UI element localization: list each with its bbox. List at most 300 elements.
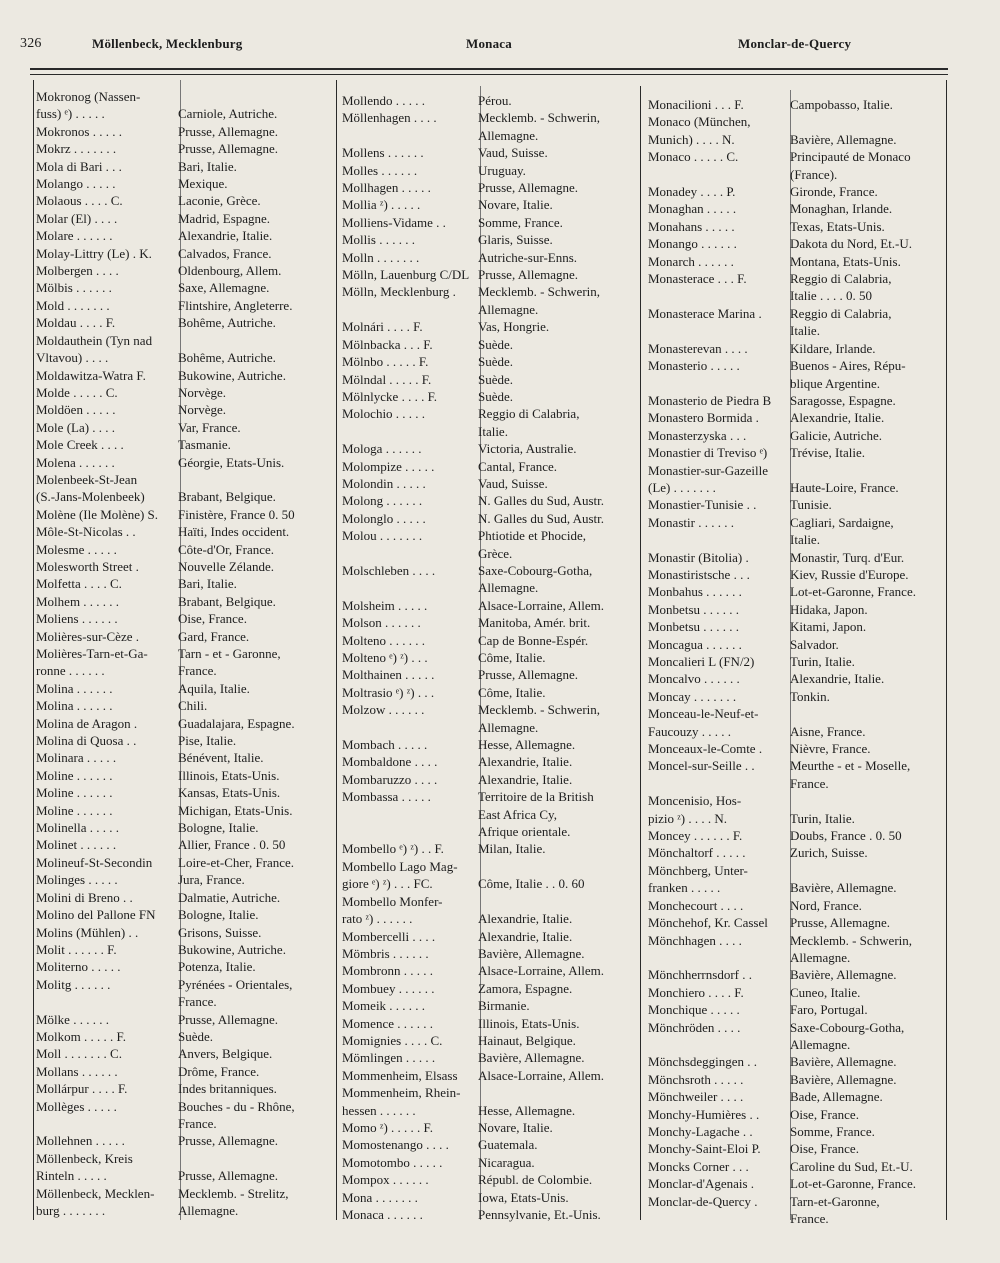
list-item bbox=[648, 1123, 938, 1140]
place-name: Monasterzyska . . . bbox=[648, 427, 747, 443]
place-name: Mole Creek . . . . bbox=[36, 437, 124, 453]
place-name: Molineuf-St-Secondin bbox=[36, 854, 153, 870]
place-name: Molsheim . . . . . bbox=[342, 597, 428, 613]
place-location: Glaris, Suisse. bbox=[478, 232, 553, 248]
place-name: Monastier-Tunisie . . bbox=[648, 497, 757, 513]
place-location: Côme, Italie. bbox=[478, 650, 546, 665]
place-location: Monastir, Turq. d'Eur. bbox=[790, 549, 905, 565]
place-name: Mollendo . . . . . bbox=[342, 93, 426, 108]
list-item bbox=[342, 214, 632, 231]
place-name: rato ᶻ) . . . . . . bbox=[342, 911, 413, 927]
place-name: Monaco (München, bbox=[648, 114, 751, 130]
list-item bbox=[648, 549, 938, 566]
place-name: Mölke . . . . . . bbox=[36, 1011, 109, 1027]
place-name: Mollens . . . . . . bbox=[342, 145, 424, 161]
running-head-center: Monaca bbox=[466, 36, 512, 51]
list-item bbox=[342, 162, 632, 179]
place-location: Gironde, France. bbox=[790, 184, 878, 200]
place-location: Hesse, Allemagne. bbox=[478, 1102, 576, 1118]
list-item bbox=[648, 392, 938, 409]
list-item bbox=[36, 367, 328, 384]
place-location bbox=[178, 88, 328, 105]
place-name: Molesworth Street . bbox=[36, 558, 139, 574]
place-name bbox=[342, 806, 478, 823]
place-name bbox=[36, 993, 178, 1010]
place-location: Carniole, Autriche. bbox=[178, 106, 278, 122]
place-location: Buenos - Aires, Répu- bbox=[790, 358, 906, 374]
place-name: Monastero Bormida . bbox=[648, 410, 759, 426]
place-location: Italie. bbox=[478, 423, 508, 439]
place-location: Suède. bbox=[178, 1028, 214, 1044]
place-location: Aquila, Italie. bbox=[178, 680, 250, 696]
list-item bbox=[342, 562, 632, 579]
place-location: Géorgie, Etats-Unis. bbox=[178, 454, 285, 470]
place-location: blique Argentine. bbox=[790, 375, 881, 391]
place-location: Victoria, Australie. bbox=[478, 441, 577, 457]
place-location: N. Galles du Sud, Austr. bbox=[478, 510, 605, 526]
place-name: Mommenheim, Elsass bbox=[342, 1067, 458, 1083]
list-item bbox=[36, 802, 328, 819]
list-item bbox=[648, 966, 938, 983]
place-name: Mönchehof, Kr. Cassel bbox=[648, 915, 768, 931]
list-item bbox=[648, 1088, 938, 1105]
place-location: Norvège. bbox=[178, 384, 227, 400]
place-name: Mommenheim, Rhein- bbox=[342, 1085, 461, 1101]
place-name bbox=[342, 579, 478, 596]
place-location: Alsace-Lorraine, Allem. bbox=[478, 1067, 604, 1083]
place-name: Molou . . . . . . . bbox=[342, 528, 423, 544]
place-name: Möllenbeck, Mecklen- bbox=[36, 1185, 155, 1201]
place-name bbox=[342, 719, 478, 736]
list-item bbox=[342, 144, 632, 161]
place-location: Cap de Bonne-Espér. bbox=[478, 632, 589, 648]
list-item bbox=[342, 109, 632, 126]
place-name: Molln . . . . . . . bbox=[342, 249, 420, 265]
place-name: Moldawitza-Watra F. bbox=[36, 367, 146, 383]
place-name: Molhem . . . . . . bbox=[36, 593, 120, 609]
list-item bbox=[648, 879, 938, 896]
place-name: Monarch . . . . . . bbox=[648, 253, 734, 269]
list-item bbox=[648, 322, 938, 339]
place-name: Momostenango . . . . bbox=[342, 1137, 449, 1153]
list-item bbox=[648, 462, 938, 479]
place-name: Molson . . . . . . bbox=[342, 615, 421, 631]
place-location: Alsace-Lorraine, Allem. bbox=[478, 597, 604, 613]
place-name bbox=[342, 823, 478, 840]
place-name: franken . . . . . bbox=[648, 880, 721, 896]
place-name bbox=[648, 322, 790, 339]
list-item bbox=[36, 958, 328, 975]
place-location: Zamora, Espagne. bbox=[478, 980, 573, 996]
list-item bbox=[36, 192, 328, 209]
place-name: Moncay . . . . . . . bbox=[648, 688, 737, 704]
place-location bbox=[178, 471, 328, 488]
list-item bbox=[342, 1206, 632, 1223]
place-name: Molfetta . . . . C. bbox=[36, 576, 122, 592]
place-name: (S.-Jans-Molenbeek) bbox=[36, 489, 145, 505]
list-item bbox=[342, 1032, 632, 1049]
place-name: Molène (Ile Molène) S. bbox=[36, 506, 159, 522]
column-frame-left bbox=[33, 80, 34, 1220]
list-item bbox=[36, 140, 328, 157]
place-location: Bavière, Allemagne. bbox=[790, 967, 897, 983]
place-location: Allemagne. bbox=[790, 949, 851, 965]
place-name: Monaco . . . . . C. bbox=[648, 149, 739, 165]
list-item bbox=[342, 353, 632, 370]
place-location: Campobasso, Italie. bbox=[790, 97, 893, 112]
place-name bbox=[648, 775, 790, 792]
list-item bbox=[36, 836, 328, 853]
place-name: Moline . . . . . . bbox=[36, 767, 113, 783]
list-item bbox=[342, 980, 632, 997]
place-name: Monchecourt . . . . bbox=[648, 897, 744, 913]
column-frame-right bbox=[946, 80, 947, 1220]
place-name: Molina di Quosa . . bbox=[36, 733, 137, 749]
place-name: Monadey . . . . P. bbox=[648, 184, 736, 200]
place-name: Moncenisio, Hos- bbox=[648, 793, 742, 809]
place-name bbox=[648, 1036, 790, 1053]
place-location: Saxe, Allemagne. bbox=[178, 280, 270, 296]
place-location: Oise, France. bbox=[790, 1141, 859, 1157]
place-location: Allemagne. bbox=[478, 580, 539, 596]
place-location: Côte-d'Or, France. bbox=[178, 541, 275, 557]
place-location: Vaud, Suisse. bbox=[478, 475, 548, 491]
list-item bbox=[342, 1119, 632, 1136]
place-name: Moliterno . . . . . bbox=[36, 959, 121, 975]
place-location bbox=[790, 462, 938, 479]
list-item bbox=[342, 945, 632, 962]
place-name: Monasterio . . . . . bbox=[648, 358, 740, 374]
list-item bbox=[36, 88, 328, 105]
list-item bbox=[648, 723, 938, 740]
place-location: Prusse, Allemagne. bbox=[790, 915, 891, 931]
list-item bbox=[648, 148, 938, 165]
place-location: Suède. bbox=[478, 371, 514, 387]
list-item bbox=[36, 436, 328, 453]
list-item bbox=[648, 409, 938, 426]
list-item bbox=[648, 1210, 938, 1227]
place-location: Doubs, France . 0. 50 bbox=[790, 828, 902, 844]
header-rule-thin bbox=[30, 74, 948, 75]
place-name: Faucouzy . . . . . bbox=[648, 723, 732, 739]
place-location: Gard, France. bbox=[178, 628, 250, 644]
place-location bbox=[478, 858, 632, 875]
list-item bbox=[648, 844, 938, 861]
list-item bbox=[342, 1084, 632, 1101]
place-location: Finistère, France 0. 50 bbox=[178, 506, 295, 522]
place-location: Drôme, France. bbox=[178, 1063, 260, 1079]
place-name: Molit . . . . . . F. bbox=[36, 941, 117, 957]
list-item bbox=[648, 827, 938, 844]
place-location: Oise, France. bbox=[178, 611, 247, 627]
place-name: Mombello Monfer- bbox=[342, 893, 443, 909]
list-item bbox=[342, 1136, 632, 1153]
place-location: Laconie, Grèce. bbox=[178, 193, 261, 209]
list-item bbox=[342, 753, 632, 770]
place-name: Mömbris . . . . . . bbox=[342, 945, 429, 961]
place-name: Vltavou) . . . . bbox=[36, 350, 109, 366]
list-item bbox=[342, 127, 632, 144]
list-item bbox=[648, 305, 938, 322]
list-item bbox=[342, 771, 632, 788]
place-name: Monastiristsche . . . bbox=[648, 566, 750, 582]
list-item bbox=[648, 427, 938, 444]
place-name: Möllenbeck, Kreis bbox=[36, 1150, 133, 1166]
list-item bbox=[342, 545, 632, 562]
place-name: Molles . . . . . . bbox=[342, 162, 418, 178]
place-name: Rinteln . . . . . bbox=[36, 1168, 107, 1184]
place-name: Molong . . . . . . bbox=[342, 493, 423, 509]
list-item bbox=[36, 279, 328, 296]
place-name: Monasterio de Piedra B bbox=[648, 392, 772, 408]
place-location: Prusse, Allemagne. bbox=[178, 1133, 279, 1149]
list-item bbox=[342, 875, 632, 892]
place-name: Moldau . . . . F. bbox=[36, 315, 116, 331]
place-location: France. bbox=[178, 663, 217, 679]
place-location: Bavière, Allemagne. bbox=[790, 1054, 897, 1070]
place-name: Mölnbo . . . . . F. bbox=[342, 354, 429, 370]
place-location: Suède. bbox=[478, 388, 514, 404]
place-name: Monahans . . . . . bbox=[648, 218, 735, 234]
place-location bbox=[478, 893, 632, 910]
place-location: Dakota du Nord, Et.-U. bbox=[790, 236, 913, 252]
place-name: Mombaldone . . . . bbox=[342, 754, 438, 770]
list-item bbox=[36, 123, 328, 140]
list-item bbox=[36, 871, 328, 888]
place-name: Molins (Mühlen) . . bbox=[36, 924, 139, 940]
list-item bbox=[36, 1098, 328, 1115]
place-location: Allemagne. bbox=[178, 1203, 239, 1218]
place-name bbox=[648, 531, 790, 548]
list-item bbox=[342, 823, 632, 840]
running-head-right: Monclar-de-Quercy bbox=[738, 36, 852, 51]
place-location: Bavière, Allemagne. bbox=[478, 945, 585, 961]
place-location: Reggio di Calabria, bbox=[790, 305, 892, 321]
list-item bbox=[342, 1189, 632, 1206]
place-location: Bohême, Autriche. bbox=[178, 315, 276, 331]
place-location: Alsace-Lorraine, Allem. bbox=[478, 963, 604, 979]
place-name: Moll . . . . . . . C. bbox=[36, 1046, 122, 1062]
list-item bbox=[648, 705, 938, 722]
list-item bbox=[36, 819, 328, 836]
list-item bbox=[342, 893, 632, 910]
place-name: Molina . . . . . . bbox=[36, 680, 113, 696]
place-location: Prusse, Allemagne. bbox=[178, 123, 279, 139]
place-location: (France). bbox=[790, 166, 838, 182]
place-name: Molliens-Vidame . . bbox=[342, 214, 446, 230]
place-location: Monaghan, Irlande. bbox=[790, 201, 893, 217]
list-item bbox=[36, 662, 328, 679]
list-item bbox=[648, 183, 938, 200]
place-name: Moline . . . . . . bbox=[36, 785, 113, 801]
list-item bbox=[36, 401, 328, 418]
place-location: France. bbox=[178, 994, 217, 1010]
column-1 bbox=[36, 88, 328, 1219]
place-name bbox=[648, 375, 790, 392]
place-name: Mönchsdeggingen . . bbox=[648, 1054, 758, 1070]
place-location: Italie. bbox=[790, 323, 820, 339]
list-item bbox=[342, 840, 632, 857]
place-name bbox=[342, 423, 478, 440]
place-name: Monango . . . . . . bbox=[648, 236, 737, 252]
place-location bbox=[790, 862, 938, 879]
place-name: Mole (La) . . . . bbox=[36, 419, 116, 435]
column-divider-2 bbox=[336, 80, 337, 1220]
list-item bbox=[36, 993, 328, 1010]
place-location: Alexandrie, Italie. bbox=[478, 754, 573, 770]
list-item bbox=[648, 131, 938, 148]
place-name: Molde . . . . . C. bbox=[36, 384, 118, 400]
list-item bbox=[648, 775, 938, 792]
place-location: Saragosse, Espagne. bbox=[790, 392, 896, 408]
list-item bbox=[648, 1001, 938, 1018]
list-item bbox=[342, 423, 632, 440]
place-location: Guatemala. bbox=[478, 1137, 538, 1153]
place-location: Bukowine, Autriche. bbox=[178, 941, 286, 957]
list-item bbox=[648, 1106, 938, 1123]
list-item bbox=[648, 1019, 938, 1036]
list-item bbox=[342, 649, 632, 666]
place-name: Monchy-Lagache . . bbox=[648, 1123, 753, 1139]
place-location: Galicie, Autriche. bbox=[790, 427, 883, 443]
list-item bbox=[342, 579, 632, 596]
place-name: Moncey . . . . . . F. bbox=[648, 828, 743, 844]
place-name: Moncalvo . . . . . . bbox=[648, 671, 740, 687]
place-name: Mönchherrnsdorf . . bbox=[648, 967, 752, 983]
list-item bbox=[342, 1015, 632, 1032]
list-item bbox=[648, 218, 938, 235]
list-item bbox=[36, 1011, 328, 1028]
place-name: Monchique . . . . . bbox=[648, 1002, 740, 1018]
place-location bbox=[478, 1084, 632, 1101]
place-location: Cuneo, Italie. bbox=[790, 984, 861, 1000]
place-location: Iowa, Etats-Unis. bbox=[478, 1189, 569, 1205]
place-name: Molay-Littry (Le) . K. bbox=[36, 245, 152, 261]
list-item bbox=[648, 862, 938, 879]
list-item bbox=[342, 1049, 632, 1066]
place-location: Illinois, Etats-Unis. bbox=[478, 1015, 580, 1031]
place-location: France. bbox=[790, 1211, 829, 1226]
place-name: Moncel-sur-Seille . . bbox=[648, 758, 755, 774]
place-location: Tunisie. bbox=[790, 497, 832, 513]
place-name: Monclar-de-Quercy . bbox=[648, 1193, 758, 1209]
place-name: Mönchweiler . . . . bbox=[648, 1089, 744, 1105]
list-item bbox=[648, 897, 938, 914]
list-item bbox=[36, 906, 328, 923]
place-location: Mecklemb. - Schwerin, bbox=[478, 702, 601, 718]
list-item bbox=[36, 1045, 328, 1062]
place-location: Loire-et-Cher, France. bbox=[178, 854, 295, 870]
place-name: Mombassa . . . . . bbox=[342, 789, 431, 805]
place-name: Molini di Breno . . bbox=[36, 889, 133, 905]
place-name: Mollis . . . . . . bbox=[342, 232, 415, 248]
list-item bbox=[36, 784, 328, 801]
column-2 bbox=[342, 92, 632, 1223]
list-item bbox=[648, 949, 938, 966]
list-item bbox=[36, 349, 328, 366]
list-item bbox=[648, 984, 938, 1001]
list-item bbox=[36, 471, 328, 488]
place-name: Mömlingen . . . . . bbox=[342, 1050, 436, 1066]
list-item bbox=[36, 297, 328, 314]
place-location: Saxe-Cobourg-Gotha, bbox=[790, 1019, 905, 1035]
list-item bbox=[648, 357, 938, 374]
list-item bbox=[36, 558, 328, 575]
list-item bbox=[648, 757, 938, 774]
place-name: Mombello ᵉ) ᶻ) . . F. bbox=[342, 841, 444, 857]
list-item bbox=[36, 749, 328, 766]
list-item bbox=[648, 96, 938, 113]
list-item bbox=[342, 492, 632, 509]
place-name: hessen . . . . . . bbox=[342, 1102, 416, 1118]
place-name: Molar (El) . . . . bbox=[36, 210, 118, 226]
place-location: Hainaut, Belgique. bbox=[478, 1032, 576, 1048]
place-location: Alexandrie, Italie. bbox=[178, 228, 273, 244]
place-location: Bavière, Allemagne. bbox=[790, 131, 897, 147]
place-name: Mönchhagen . . . . bbox=[648, 932, 742, 948]
list-item bbox=[36, 976, 328, 993]
place-location: Allemagne. bbox=[478, 301, 539, 317]
place-name: Molthainen . . . . . bbox=[342, 667, 435, 683]
place-name: Mönchsroth . . . . . bbox=[648, 1071, 744, 1087]
list-item bbox=[648, 932, 938, 949]
place-name bbox=[342, 301, 478, 318]
place-name bbox=[342, 127, 478, 144]
list-item bbox=[342, 458, 632, 475]
place-location: Italie. bbox=[790, 532, 820, 548]
place-location: Alexandrie, Italie. bbox=[478, 911, 573, 927]
place-location bbox=[178, 1150, 328, 1167]
place-name: Monastier di Treviso ᵉ) bbox=[648, 445, 768, 461]
list-item bbox=[36, 506, 328, 523]
list-item bbox=[648, 1158, 938, 1175]
place-name: Monaca . . . . . . bbox=[342, 1207, 423, 1222]
place-location: Birmanie. bbox=[478, 998, 530, 1014]
list-item bbox=[342, 858, 632, 875]
place-name: Momence . . . . . . bbox=[342, 1015, 433, 1031]
place-name: Mombronn . . . . . bbox=[342, 963, 433, 979]
place-name bbox=[648, 166, 790, 183]
place-location: Allier, France . 0. 50 bbox=[178, 837, 286, 853]
list-item bbox=[342, 179, 632, 196]
place-location: Novare, Italie. bbox=[478, 1119, 553, 1135]
place-name: Mönchaltorf . . . . . bbox=[648, 845, 746, 861]
list-item bbox=[36, 1185, 328, 1202]
place-name: Mollans . . . . . . bbox=[36, 1063, 118, 1079]
place-location: Phtiotide et Phocide, bbox=[478, 528, 586, 544]
column-divider-4 bbox=[640, 86, 641, 1220]
place-location: Côme, Italie . . 0. 60 bbox=[478, 876, 585, 892]
place-location: Calvados, France. bbox=[178, 245, 272, 261]
place-name: Mollárpur . . . . F. bbox=[36, 1081, 128, 1097]
place-name: Momotombo . . . . . bbox=[342, 1154, 443, 1170]
place-location: Principauté de Monaco bbox=[790, 149, 911, 165]
place-name: Moline . . . . . . bbox=[36, 802, 113, 818]
place-location: Bouches - du - Rhône, bbox=[178, 1098, 295, 1114]
place-location: Nouvelle Zélande. bbox=[178, 558, 275, 574]
place-location: Nord, France. bbox=[790, 897, 862, 913]
place-name: Molteno . . . . . . bbox=[342, 632, 426, 648]
list-item bbox=[36, 575, 328, 592]
place-location: Michigan, Etats-Unis. bbox=[178, 802, 293, 818]
place-location: Tarn-et-Garonne, bbox=[790, 1193, 880, 1209]
list-item bbox=[36, 1132, 328, 1149]
place-name: Mölln, Mecklenburg . bbox=[342, 284, 456, 300]
place-location: Kitami, Japon. bbox=[790, 619, 867, 635]
list-item bbox=[36, 1202, 328, 1219]
list-item bbox=[342, 701, 632, 718]
place-name: Molare . . . . . . bbox=[36, 228, 113, 244]
